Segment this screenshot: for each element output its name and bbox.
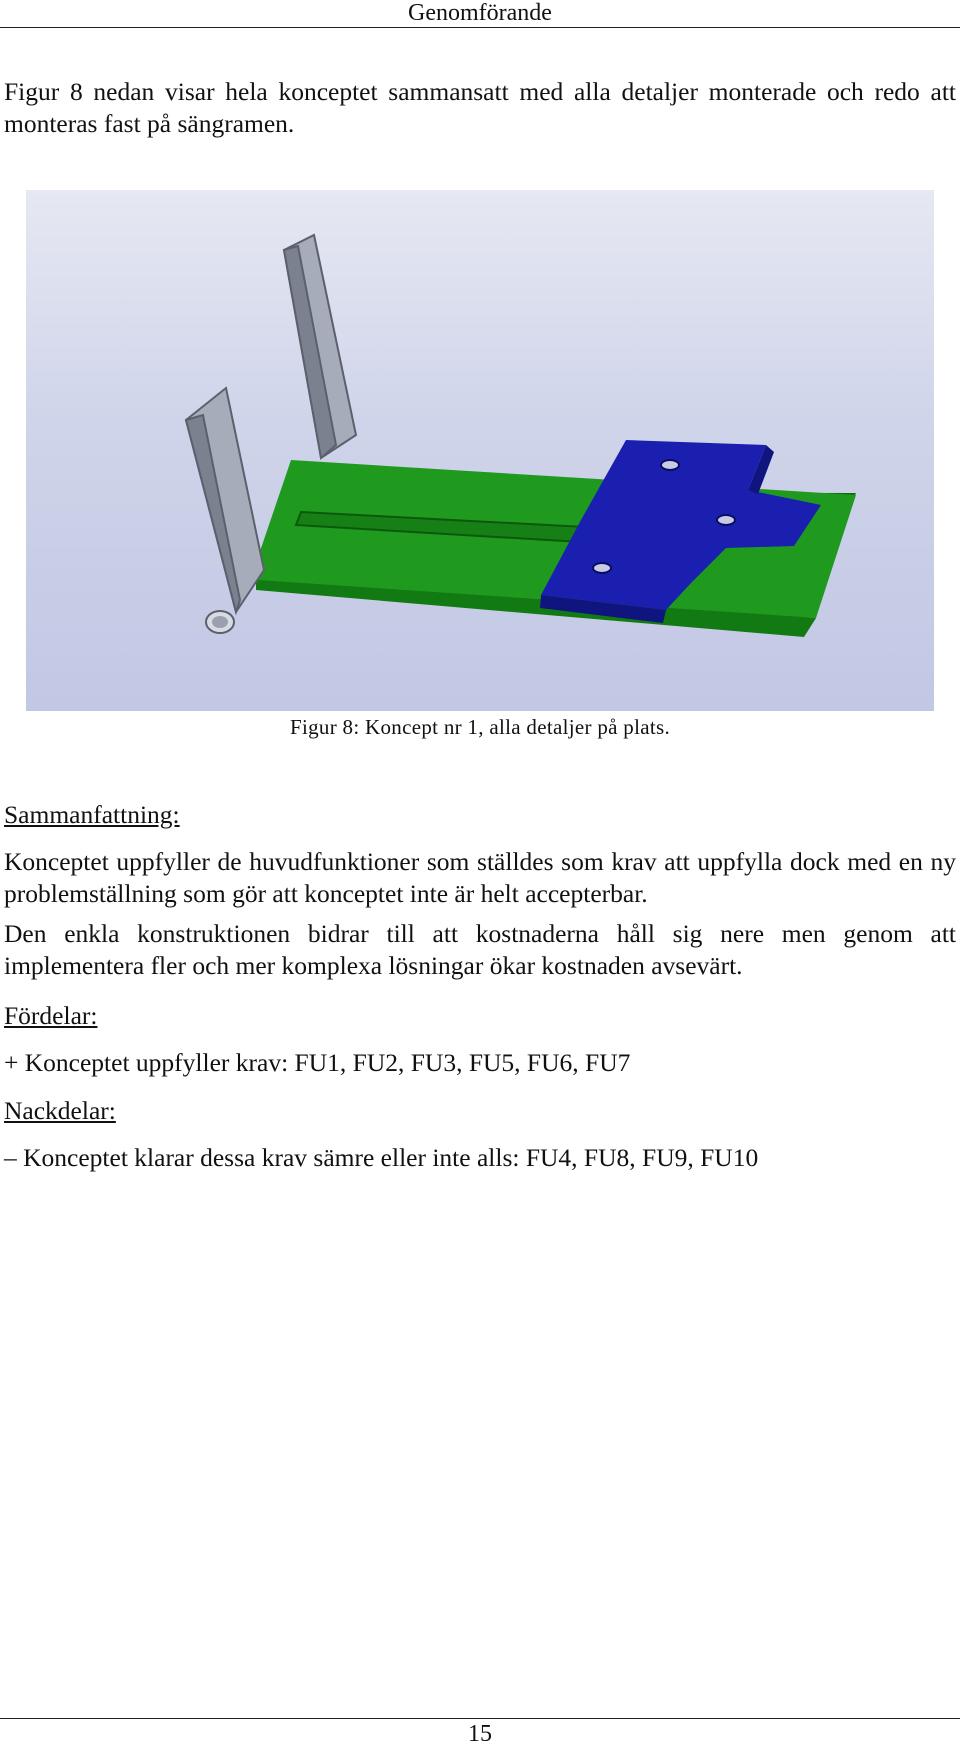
header-divider [0, 27, 960, 28]
tube-end-inner [212, 616, 228, 628]
summary-paragraph-2: Den enkla konstruktionen bidrar till att kostnaderna håll sig nere men genom att implementera fler och mer komplexa lösningar ökar kostnaden avsevärt. [4, 919, 956, 980]
footer-divider [0, 1718, 960, 1719]
figure-caption: Figur 8: Koncept nr 1, alla detaljer på plats. [289, 715, 671, 739]
mounting-hole [661, 460, 679, 470]
intro-paragraph: Figur 8 nedan visar hela konceptet sammansatt med alla detaljer monterade och redo att monteras fast på sängramen. [4, 77, 956, 138]
advantages-item: + Konceptet uppfyller krav: FU1, FU2, FU3, FU5, FU6, FU7 [4, 1048, 631, 1077]
mounting-hole [717, 515, 735, 525]
disadvantages-item: – Konceptet klarar dessa krav sämre eller inte alls: FU4, FU8, FU9, FU10 [4, 1143, 759, 1172]
page-number: 15 [468, 1721, 492, 1747]
disadvantages-heading: Nackdelar: [4, 1096, 116, 1125]
running-header: Genomförande [408, 0, 552, 26]
figure-8-image [26, 190, 934, 711]
summary-paragraph-1: Konceptet uppfyller de huvudfunktioner som ställdes som krav att uppfylla dock med en ny problemställning som gör att konceptet inte är helt accepterbar. [4, 847, 956, 908]
mounting-hole [593, 563, 611, 573]
summary-heading: Sammanfattning: [4, 800, 180, 829]
advantages-heading: Fördelar: [4, 1001, 98, 1030]
